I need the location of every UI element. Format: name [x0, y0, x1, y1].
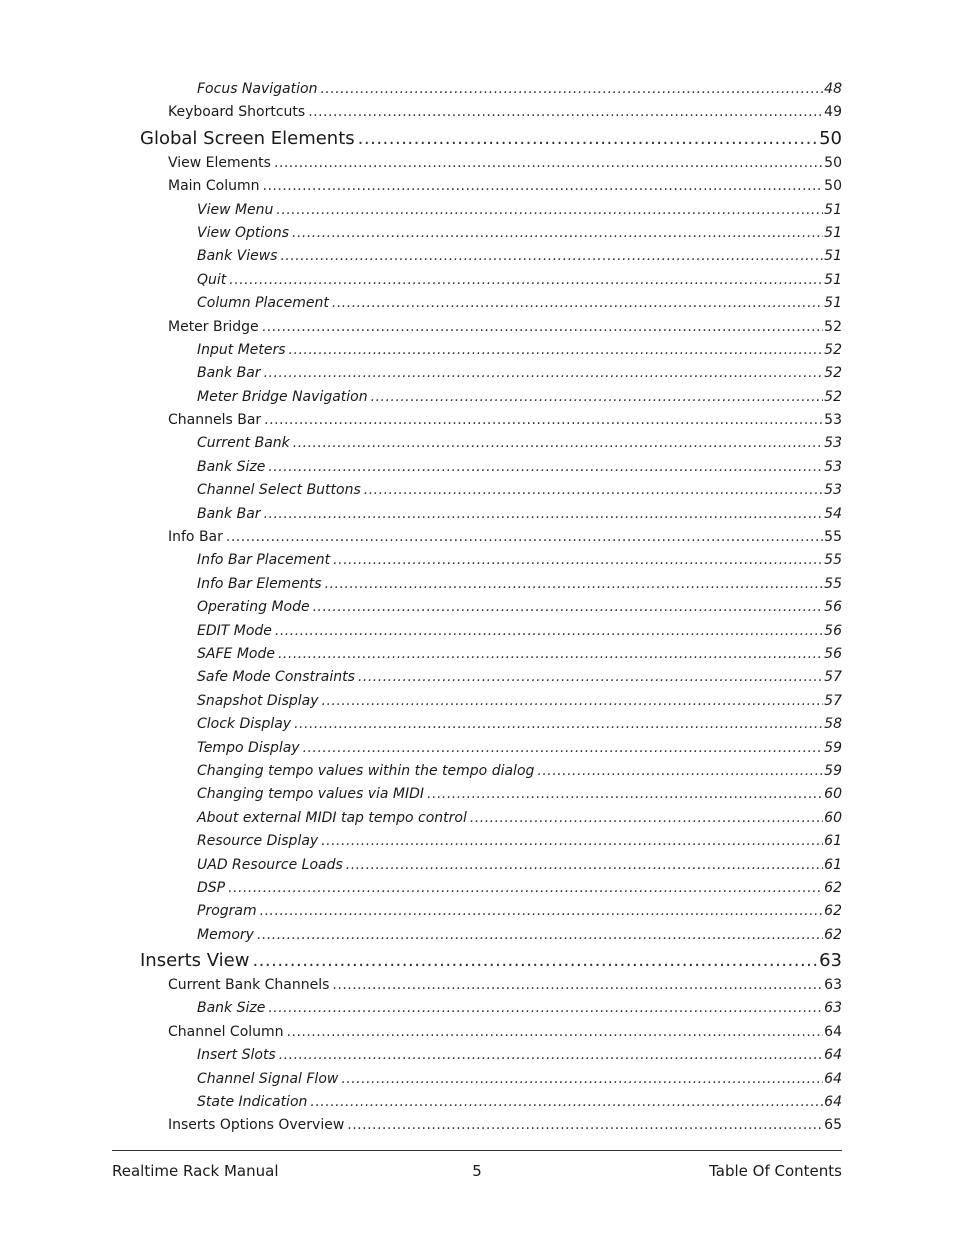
toc-entry-page: 63 — [824, 1000, 842, 1017]
toc-entry[interactable] — [0, 900, 954, 923]
toc-entry-title: Bank Views — [197, 248, 278, 265]
toc-dot-leader — [257, 924, 823, 947]
toc-entry-title: Current Bank Channels — [168, 977, 330, 994]
toc-entry-page: 53 — [824, 458, 842, 475]
toc-entry-page: 53 — [824, 482, 842, 499]
toc-entry-page: 60 — [824, 786, 842, 803]
toc-entry-title: Meter Bridge Navigation — [197, 388, 368, 405]
toc-dot-leader — [276, 199, 823, 222]
toc-entry-page: 55 — [824, 575, 842, 592]
toc-entry-page: 61 — [824, 833, 842, 850]
toc-entry-page: 64 — [824, 1023, 842, 1040]
footer-divider — [112, 1150, 842, 1151]
toc-entry[interactable] — [0, 807, 954, 830]
toc-entry-title: Bank Size — [197, 458, 266, 475]
toc-dot-leader — [347, 1114, 823, 1137]
toc-entry-title: Operating Mode — [197, 599, 310, 616]
toc-entry-title: Resource Display — [197, 833, 319, 850]
toc-entry[interactable] — [0, 974, 954, 997]
toc-entry-title: Focus Navigation — [197, 81, 318, 97]
toc-entry[interactable] — [0, 1068, 954, 1091]
toc-entry-page: 50 — [824, 154, 842, 171]
toc-entry[interactable] — [0, 877, 954, 900]
toc-dot-leader — [292, 222, 823, 245]
toc-entry[interactable] — [0, 432, 954, 455]
toc-entry-page: 51 — [824, 271, 842, 288]
toc-entry-page: 53 — [824, 435, 842, 452]
toc-entry-title: Main Column — [168, 178, 260, 195]
toc-dot-leader — [321, 830, 823, 853]
toc-dot-leader — [293, 432, 823, 455]
toc-entry-page: 55 — [824, 552, 842, 569]
toc-entry[interactable] — [0, 713, 954, 736]
footer-manual-title: Realtime Rack Manual — [112, 1162, 279, 1180]
toc-entry-title: Insert Slots — [197, 1047, 276, 1064]
toc-entry-page: 50 — [819, 127, 842, 149]
toc-dot-leader — [268, 997, 823, 1020]
toc-entry-page: 58 — [824, 716, 842, 733]
toc-dot-leader — [322, 690, 824, 713]
toc-entry-title: View Menu — [197, 201, 274, 218]
toc-dot-leader — [264, 503, 824, 526]
toc-entry[interactable] — [0, 526, 954, 549]
toc-dot-leader — [294, 713, 823, 736]
toc-entry-page: 51 — [824, 295, 842, 312]
toc-entry-page: 56 — [824, 622, 842, 639]
toc-entry-title: Global Screen Elements — [140, 127, 355, 149]
toc-entry-page: 52 — [824, 388, 842, 405]
toc-entry-page: 62 — [824, 879, 842, 896]
toc-entry-title: DSP — [197, 879, 226, 896]
toc-entry-title: Bank Bar — [197, 505, 261, 522]
toc-dot-leader — [263, 175, 824, 198]
toc-entry[interactable] — [0, 947, 954, 974]
toc-entry-page: 51 — [824, 248, 842, 265]
toc-entry[interactable] — [0, 386, 954, 409]
toc-entry-title: Changing tempo values via MIDI — [197, 786, 425, 803]
toc-entry[interactable] — [0, 783, 954, 806]
toc-entry[interactable] — [0, 760, 954, 783]
toc-dot-leader — [333, 549, 823, 572]
toc-entry-title: Meter Bridge — [168, 318, 259, 335]
toc-dot-leader — [537, 760, 823, 783]
toc-entry-title: Info Bar Placement — [197, 552, 331, 569]
toc-dot-leader — [280, 245, 823, 268]
toc-entry-title: View Elements — [168, 154, 271, 171]
toc-dot-leader — [346, 854, 823, 877]
toc-entry[interactable] — [0, 1044, 954, 1067]
toc-entry[interactable] — [0, 690, 954, 713]
toc-entry[interactable] — [0, 101, 954, 124]
toc-entry[interactable] — [0, 643, 954, 666]
toc-entry[interactable] — [0, 222, 954, 245]
toc-entry[interactable] — [0, 292, 954, 315]
toc-entry-page: 64 — [824, 1047, 842, 1064]
toc-entry-page: 56 — [824, 645, 842, 662]
toc-entry-title: Column Placement — [197, 295, 329, 312]
toc-entry-page: 52 — [824, 341, 842, 358]
footer-section-title: Table Of Contents — [709, 1162, 842, 1180]
toc-dot-leader — [358, 125, 818, 152]
toc-entry[interactable] — [0, 175, 954, 198]
toc-dot-leader — [358, 666, 823, 689]
toc-entry[interactable] — [0, 737, 954, 760]
toc-entry[interactable] — [0, 479, 954, 502]
toc-dot-leader — [264, 362, 824, 385]
toc-dot-leader — [310, 1091, 823, 1114]
toc-entry-title: Clock Display — [197, 716, 292, 733]
toc-entry[interactable] — [0, 409, 954, 432]
toc-dot-leader — [228, 877, 823, 900]
toc-dot-leader — [470, 807, 823, 830]
toc-dot-leader — [229, 269, 823, 292]
toc-entry-page: 49 — [824, 104, 842, 121]
toc-entry-page: 62 — [824, 903, 842, 920]
toc-dot-leader — [303, 737, 824, 760]
toc-dot-leader — [264, 409, 823, 432]
toc-entry[interactable] — [0, 666, 954, 689]
toc-dot-leader — [427, 783, 823, 806]
toc-entry-page: 64 — [824, 1094, 842, 1111]
toc-entry-page: 63 — [819, 950, 842, 972]
toc-dot-leader — [364, 479, 823, 502]
toc-entry-title: Input Meters — [197, 341, 286, 358]
toc-entry-title: Snapshot Display — [197, 692, 319, 709]
toc-entry-title: Tempo Display — [197, 739, 300, 756]
toc-entry-page: 64 — [824, 1070, 842, 1087]
toc-dot-leader — [262, 316, 824, 339]
toc-dot-leader — [252, 947, 818, 974]
toc-entry-page: 59 — [824, 739, 842, 756]
toc-entry-page: 57 — [824, 692, 842, 709]
toc-entry-title: Inserts Options Overview — [168, 1117, 345, 1134]
toc-entry-title: Bank Size — [197, 1000, 266, 1017]
table-of-contents — [0, 78, 954, 1138]
toc-entry-title: Current Bank — [197, 435, 290, 452]
toc-entry[interactable] — [0, 125, 954, 152]
toc-entry-title: Inserts View — [140, 950, 250, 972]
toc-dot-leader — [371, 386, 824, 409]
toc-entry-title: Info Bar — [168, 529, 223, 546]
toc-entry-title: Program — [197, 903, 257, 920]
toc-entry-page: 60 — [824, 809, 842, 826]
toc-entry-page: 51 — [824, 224, 842, 241]
toc-entry-title: State Indication — [197, 1094, 308, 1111]
page-footer — [112, 1160, 842, 1182]
toc-entry[interactable] — [0, 830, 954, 853]
toc-dot-leader — [275, 620, 823, 643]
toc-entry-page: 62 — [824, 926, 842, 943]
toc-dot-leader — [341, 1068, 823, 1091]
toc-entry-title: Memory — [197, 926, 254, 943]
toc-entry-page: 55 — [824, 529, 842, 546]
toc-entry-title: Quit — [197, 271, 227, 288]
toc-dot-leader — [332, 974, 823, 997]
toc-entry[interactable] — [0, 1021, 954, 1044]
toc-entry-page: 48 — [824, 81, 842, 97]
toc-dot-leader — [320, 78, 823, 101]
toc-entry-page: 56 — [824, 599, 842, 616]
toc-dot-leader — [313, 596, 824, 619]
toc-entry[interactable] — [0, 596, 954, 619]
toc-entry[interactable] — [0, 78, 954, 101]
toc-entry[interactable] — [0, 1091, 954, 1114]
toc-dot-leader — [226, 526, 823, 549]
toc-entry[interactable] — [0, 503, 954, 526]
toc-entry-page: 63 — [824, 977, 842, 994]
toc-dot-leader — [289, 339, 824, 362]
toc-entry-title: Channel Select Buttons — [197, 482, 361, 499]
toc-dot-leader — [278, 643, 823, 666]
toc-dot-leader — [274, 152, 823, 175]
toc-entry-title: Channel Signal Flow — [197, 1070, 339, 1087]
toc-entry-page: 50 — [824, 178, 842, 195]
toc-entry-page: 61 — [824, 856, 842, 873]
toc-entry-title: Bank Bar — [197, 365, 261, 382]
toc-dot-leader — [260, 900, 824, 923]
toc-dot-leader — [308, 101, 823, 124]
toc-dot-leader — [287, 1021, 824, 1044]
toc-entry-page: 65 — [824, 1117, 842, 1134]
toc-entry-page: 51 — [824, 201, 842, 218]
toc-entry-title: UAD Resource Loads — [197, 856, 343, 873]
toc-entry-title: About external MIDI tap tempo control — [197, 809, 467, 826]
toc-entry-page: 52 — [824, 365, 842, 382]
toc-entry-title: Info Bar Elements — [197, 575, 322, 592]
toc-entry[interactable] — [0, 854, 954, 877]
toc-entry[interactable] — [0, 549, 954, 572]
toc-entry-page: 59 — [824, 762, 842, 779]
toc-entry[interactable] — [0, 152, 954, 175]
toc-entry[interactable] — [0, 199, 954, 222]
toc-entry[interactable] — [0, 573, 954, 596]
toc-entry[interactable] — [0, 362, 954, 385]
toc-entry-title: Keyboard Shortcuts — [168, 104, 306, 121]
toc-entry-title: Channels Bar — [168, 412, 262, 429]
toc-entry[interactable] — [0, 997, 954, 1020]
toc-entry[interactable] — [0, 316, 954, 339]
toc-dot-leader — [332, 292, 823, 315]
toc-entry-title: SAFE Mode — [197, 645, 275, 662]
toc-entry-page: 57 — [824, 669, 842, 686]
toc-dot-leader — [279, 1044, 823, 1067]
toc-entry[interactable] — [0, 456, 954, 479]
toc-entry-title: EDIT Mode — [197, 622, 272, 639]
toc-entry[interactable] — [0, 924, 954, 947]
toc-entry[interactable] — [0, 245, 954, 268]
toc-entry-page: 52 — [824, 318, 842, 335]
toc-entry[interactable] — [0, 1114, 954, 1137]
toc-entry-title: Safe Mode Constraints — [197, 669, 355, 686]
toc-entry[interactable] — [0, 339, 954, 362]
toc-entry-page: 54 — [824, 505, 842, 522]
toc-entry-page: 53 — [824, 412, 842, 429]
toc-entry[interactable] — [0, 620, 954, 643]
footer-page-number: 5 — [472, 1162, 482, 1180]
toc-entry-title: Channel Column — [168, 1023, 284, 1040]
toc-dot-leader — [325, 573, 824, 596]
toc-entry[interactable] — [0, 269, 954, 292]
toc-entry-title: Changing tempo values within the tempo dialog — [197, 762, 535, 779]
toc-dot-leader — [268, 456, 823, 479]
toc-entry-title: View Options — [197, 224, 289, 241]
